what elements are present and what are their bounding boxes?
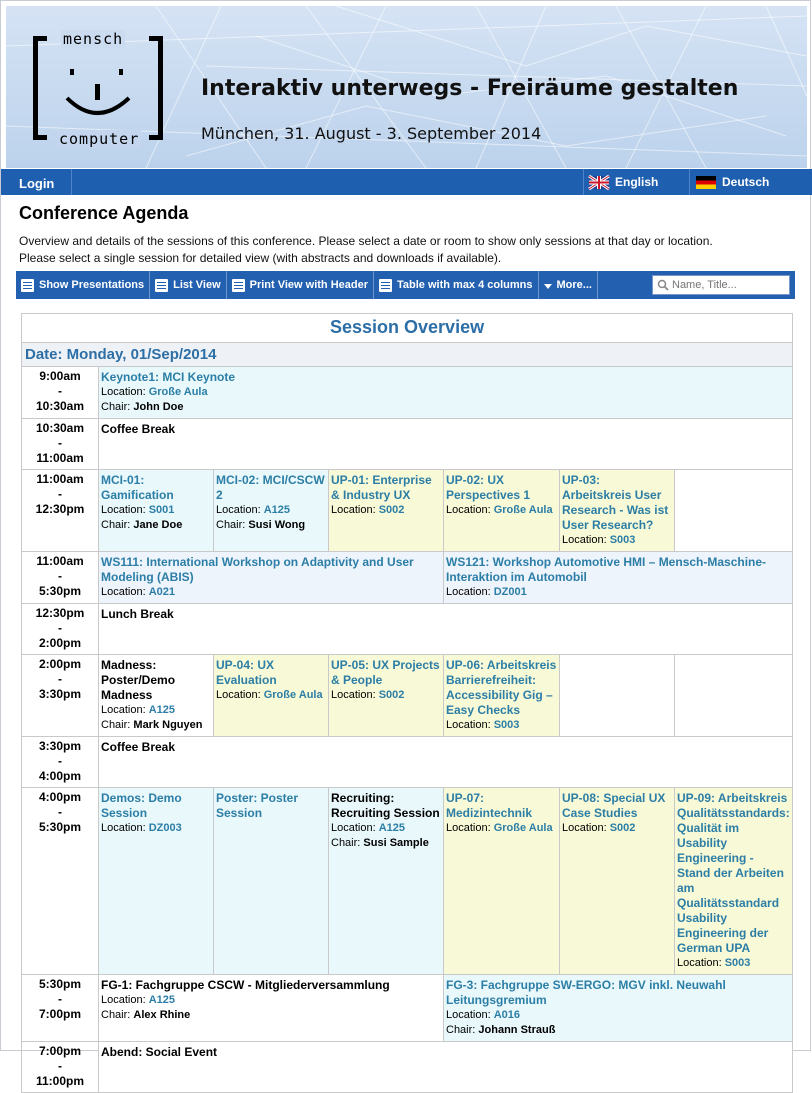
page-title: Conference Agenda [19, 203, 189, 223]
chair-name: Mark Nguyen [133, 719, 203, 731]
session-title[interactable]: WS111: International Workshop on Adaptivity and User Modeling (ABIS) [101, 555, 414, 584]
session-location [101, 993, 441, 1008]
chair-name: Alex Rhine [133, 1009, 191, 1021]
session-title[interactable]: Keynote1: MCI Keynote [101, 370, 236, 384]
session-chair [101, 718, 211, 733]
location-label: Location: [446, 719, 491, 731]
time-start: 4:00pm [38, 790, 82, 804]
session-location [101, 821, 211, 836]
chair-label: Chair: [101, 401, 131, 413]
time-cell [22, 604, 99, 655]
time-sep: - [58, 754, 62, 768]
chair-label: Chair: [101, 519, 131, 531]
time-sep: - [58, 992, 62, 1006]
presentations-icon [21, 279, 34, 292]
session-ws111[interactable] [99, 552, 444, 604]
top-nav [1, 169, 812, 195]
location-link[interactable]: A125 [263, 504, 291, 516]
location-label: Location: [446, 504, 491, 516]
location-label: Location: [677, 957, 722, 969]
printer-icon [232, 279, 245, 292]
uk-flag-icon [589, 176, 609, 189]
banner-subtitle: München, 31. August - 3. September 2014 [201, 124, 542, 143]
session-title: Coffee Break [101, 422, 176, 436]
intro-line-2: Please select a single session for detailed view (with abstracts and downloads if available). [19, 251, 502, 265]
table-row [22, 737, 793, 788]
empty-cell [560, 655, 675, 737]
location-link[interactable]: Große Aula [263, 689, 323, 701]
table-row [22, 367, 793, 419]
location-link[interactable]: S002 [609, 822, 636, 834]
time-end: 12:30pm [35, 502, 85, 516]
time-cell [22, 788, 99, 975]
session-coffee-break [99, 419, 793, 470]
search-box[interactable] [652, 275, 790, 295]
session-chair [216, 518, 326, 533]
time-end: 5:30pm [38, 820, 82, 834]
table-view-button[interactable] [374, 271, 539, 299]
time-sep: - [58, 384, 62, 398]
session-up03[interactable] [560, 470, 675, 552]
time-end: 4:00pm [38, 769, 82, 783]
chair-label: Chair: [331, 837, 361, 849]
page-intro [19, 233, 799, 267]
table-row [22, 604, 793, 655]
logo-word-bottom: computer [59, 130, 140, 148]
table-row [22, 470, 793, 552]
table-row [22, 1042, 793, 1093]
search-input[interactable] [672, 279, 784, 291]
location-link[interactable]: S002 [378, 504, 405, 516]
time-start: 5:30pm [38, 977, 82, 991]
session-chair [101, 1008, 441, 1023]
session-demos[interactable] [99, 788, 214, 975]
session-chair [101, 400, 790, 415]
time-end: 3:30pm [38, 687, 82, 701]
time-sep: - [58, 1059, 62, 1073]
login-link[interactable]: Login [19, 176, 55, 191]
time-end: 10:30am [35, 399, 85, 413]
chevron-down-icon [544, 284, 552, 289]
chair-name: Johann Strauß [478, 1024, 556, 1036]
more-menu-button[interactable] [539, 271, 598, 299]
table-row [22, 975, 793, 1042]
time-end: 11:00pm [35, 1074, 85, 1088]
time-sep: - [58, 672, 62, 686]
agenda-toolbar [16, 271, 795, 299]
session-coffee-break [99, 737, 793, 788]
chair-label: Chair: [101, 719, 131, 731]
german-flag-icon [696, 176, 716, 189]
time-sep: - [58, 487, 62, 501]
chair-name: Susi Sample [363, 837, 429, 849]
mensch-computer-logo [33, 30, 163, 148]
time-cell [22, 1042, 99, 1093]
session-title[interactable]: Madness: Poster/Demo Madness [101, 658, 176, 702]
session-up05[interactable] [329, 655, 444, 737]
session-mci02[interactable] [214, 470, 329, 552]
time-start: 12:30pm [35, 606, 85, 620]
session-location [446, 503, 557, 518]
session-up09[interactable] [675, 788, 793, 975]
intro-line-1: Overview and details of the sessions of this conference. Please select a date or room to show only sessions at that day or location. [19, 234, 713, 248]
time-end: 5:30pm [38, 584, 82, 598]
time-start: 7:00pm [38, 1044, 82, 1058]
session-lunch-break [99, 604, 793, 655]
location-label: Location: [216, 504, 261, 516]
session-title[interactable]: MCI-01: Gamification [101, 473, 174, 502]
session-title[interactable]: UP-05: UX Projects & People [331, 658, 440, 687]
session-chair [101, 518, 211, 533]
table-row [22, 419, 793, 470]
session-chair [446, 1023, 790, 1038]
time-sep: - [58, 569, 62, 583]
session-title[interactable]: Recruiting: Recruiting Session [331, 791, 440, 820]
chair-name: Jane Doe [133, 519, 183, 531]
session-up06[interactable] [444, 655, 560, 737]
time-cell [22, 975, 99, 1042]
session-location [216, 503, 326, 518]
table-icon [379, 279, 392, 292]
session-overview-table [21, 313, 793, 1093]
location-link[interactable]: Große Aula [493, 822, 553, 834]
session-up04[interactable] [214, 655, 329, 737]
session-location [562, 821, 672, 836]
smiley-icon [59, 54, 137, 124]
session-chair [331, 836, 441, 851]
table-row [22, 552, 793, 604]
chair-label: Chair: [101, 1009, 131, 1021]
location-link[interactable]: S003 [609, 534, 636, 546]
location-label: Location: [446, 586, 491, 598]
location-label: Location: [101, 386, 146, 398]
session-location [331, 821, 441, 836]
time-sep: - [58, 621, 62, 635]
location-link[interactable]: DZ003 [148, 822, 182, 834]
location-label: Location: [562, 822, 607, 834]
session-mci01[interactable] [99, 470, 214, 552]
show-presentations-button[interactable] [16, 271, 150, 299]
location-link[interactable]: A125 [148, 704, 176, 716]
chair-name: John Doe [133, 401, 184, 413]
time-start: 3:30pm [38, 739, 82, 753]
session-location [331, 503, 441, 518]
location-link[interactable]: S001 [148, 504, 175, 516]
time-start: 11:00am [36, 472, 84, 486]
location-link[interactable]: A125 [148, 994, 176, 1006]
session-madness[interactable] [99, 655, 214, 737]
session-title[interactable]: UP-07: Medizintechnik [446, 791, 533, 820]
table-row [22, 655, 793, 737]
time-start: 2:00pm [38, 657, 82, 671]
location-link[interactable]: S002 [378, 689, 405, 701]
location-link[interactable]: A016 [493, 1009, 521, 1021]
session-up02[interactable] [444, 470, 560, 552]
session-title[interactable]: WS121: Workshop Automotive HMI – Mensch-Maschine-Interaktion im Automobil [446, 555, 767, 584]
session-location [101, 585, 441, 600]
location-label: Location: [216, 689, 261, 701]
date-heading: Date: Monday, 01/Sep/2014 [22, 343, 793, 367]
location-label: Location: [562, 534, 607, 546]
location-link[interactable]: A125 [378, 822, 406, 834]
list-view-label: List View [173, 279, 221, 291]
nav-separator [689, 169, 690, 195]
time-end: 2:00pm [38, 636, 82, 650]
lang-deutsch-link[interactable] [696, 175, 769, 189]
session-ws121[interactable] [444, 552, 793, 604]
list-view-button[interactable] [150, 271, 226, 299]
time-cell [22, 655, 99, 737]
session-title[interactable]: Poster: Poster Session [216, 791, 299, 820]
location-label: Location: [101, 822, 146, 834]
chair-label: Chair: [446, 1024, 476, 1036]
session-title[interactable]: UP-01: Enterprise & Industry UX [331, 473, 432, 502]
session-location [446, 585, 790, 600]
time-sep: - [58, 805, 62, 819]
lang-deutsch-label: Deutsch [722, 175, 770, 189]
list-icon [155, 279, 168, 292]
session-title: Lunch Break [101, 607, 174, 621]
banner-title: Interaktiv unterwegs - Freiräume gestalten [201, 76, 739, 101]
session-up07[interactable] [444, 788, 560, 975]
show-presentations-label: Show Presentations [39, 279, 145, 291]
session-location [446, 821, 557, 836]
session-fg3[interactable] [444, 975, 793, 1042]
session-title: Coffee Break [101, 740, 176, 754]
location-label: Location: [101, 994, 146, 1006]
session-title[interactable]: UP-04: UX Evaluation [216, 658, 277, 687]
time-start: 11:00am [36, 554, 84, 568]
session-location [446, 1008, 790, 1023]
location-label: Location: [331, 822, 376, 834]
lang-english-link[interactable] [589, 175, 658, 189]
location-link[interactable]: Große Aula [493, 504, 553, 516]
print-view-button[interactable] [227, 271, 374, 299]
location-link[interactable]: DZ001 [493, 586, 527, 598]
session-up01[interactable] [329, 470, 444, 552]
time-cell [22, 737, 99, 788]
search-icon [657, 279, 669, 291]
location-label: Location: [331, 504, 376, 516]
location-link[interactable]: S003 [493, 719, 520, 731]
session-location [101, 503, 211, 518]
location-label: Location: [446, 1009, 491, 1021]
lang-english-label: English [615, 175, 659, 189]
location-label: Location: [101, 586, 146, 598]
session-location [216, 688, 326, 703]
session-title[interactable]: UP-09: Arbeitskreis Qualitätsstandards: Qualität im Usability Engineering - Stand der Arbeiten am Qualitätsstandard Usability Engineering der German UPA [677, 791, 790, 955]
session-location [677, 956, 790, 971]
session-location [101, 385, 790, 400]
conference-banner [6, 6, 807, 168]
session-recruiting[interactable] [329, 788, 444, 975]
location-link[interactable]: A021 [148, 586, 176, 598]
chair-label: Chair: [216, 519, 246, 531]
session-title[interactable]: UP-02: UX Perspectives 1 [446, 473, 531, 502]
session-location [562, 533, 672, 548]
session-abend[interactable] [99, 1042, 793, 1093]
print-view-label: Print View with Header [249, 279, 369, 291]
table-row [22, 788, 793, 975]
time-cell [22, 419, 99, 470]
table-view-label: Table with max 4 columns [397, 279, 533, 291]
time-cell [22, 367, 99, 419]
chair-name: Susi Wong [248, 519, 306, 531]
time-end: 11:00am [36, 451, 84, 465]
session-location [101, 703, 211, 718]
session-title[interactable]: FG-1: Fachgruppe CSCW - Mitgliederversammlung [101, 978, 390, 992]
session-title[interactable]: Demos: Demo Session [101, 791, 182, 820]
location-label: Location: [331, 689, 376, 701]
location-link[interactable]: S003 [724, 957, 751, 969]
nav-separator [583, 169, 584, 195]
location-link[interactable]: Große Aula [148, 386, 208, 398]
empty-cell [675, 470, 793, 552]
session-fg1[interactable] [99, 975, 444, 1042]
more-label: More... [556, 279, 592, 291]
session-title[interactable]: FG-3: Fachgruppe SW-ERGO: MGV inkl. Neuwahl Leitungsgremium [446, 978, 726, 1007]
time-sep: - [58, 436, 62, 450]
time-cell [22, 470, 99, 552]
time-start: 9:00am [39, 369, 81, 383]
session-title[interactable]: UP-03: Arbeitskreis User Research - Was ist User Research? [562, 473, 669, 532]
session-location [446, 718, 557, 733]
time-start: 10:30am [35, 421, 85, 435]
session-keynote[interactable] [99, 367, 793, 419]
session-up08[interactable] [560, 788, 675, 975]
time-end: 7:00pm [38, 1007, 82, 1021]
session-title[interactable]: UP-08: Special UX Case Studies [562, 791, 666, 820]
session-title[interactable]: MCI-02: MCI/CSCW 2 [216, 473, 325, 502]
location-label: Location: [446, 822, 491, 834]
nav-separator [71, 169, 72, 195]
session-location [331, 688, 441, 703]
time-cell [22, 552, 99, 604]
session-poster[interactable] [214, 788, 329, 975]
session-overview-heading: Session Overview [22, 314, 793, 343]
session-title[interactable]: UP-06: Arbeitskreis Barrierefreiheit: Accessibility Gig – Easy Checks [446, 658, 557, 717]
session-title[interactable]: Abend: Social Event [101, 1045, 218, 1059]
location-label: Location: [101, 504, 146, 516]
logo-word-top: mensch [63, 30, 124, 48]
empty-cell [675, 655, 793, 737]
location-label: Location: [101, 704, 146, 716]
